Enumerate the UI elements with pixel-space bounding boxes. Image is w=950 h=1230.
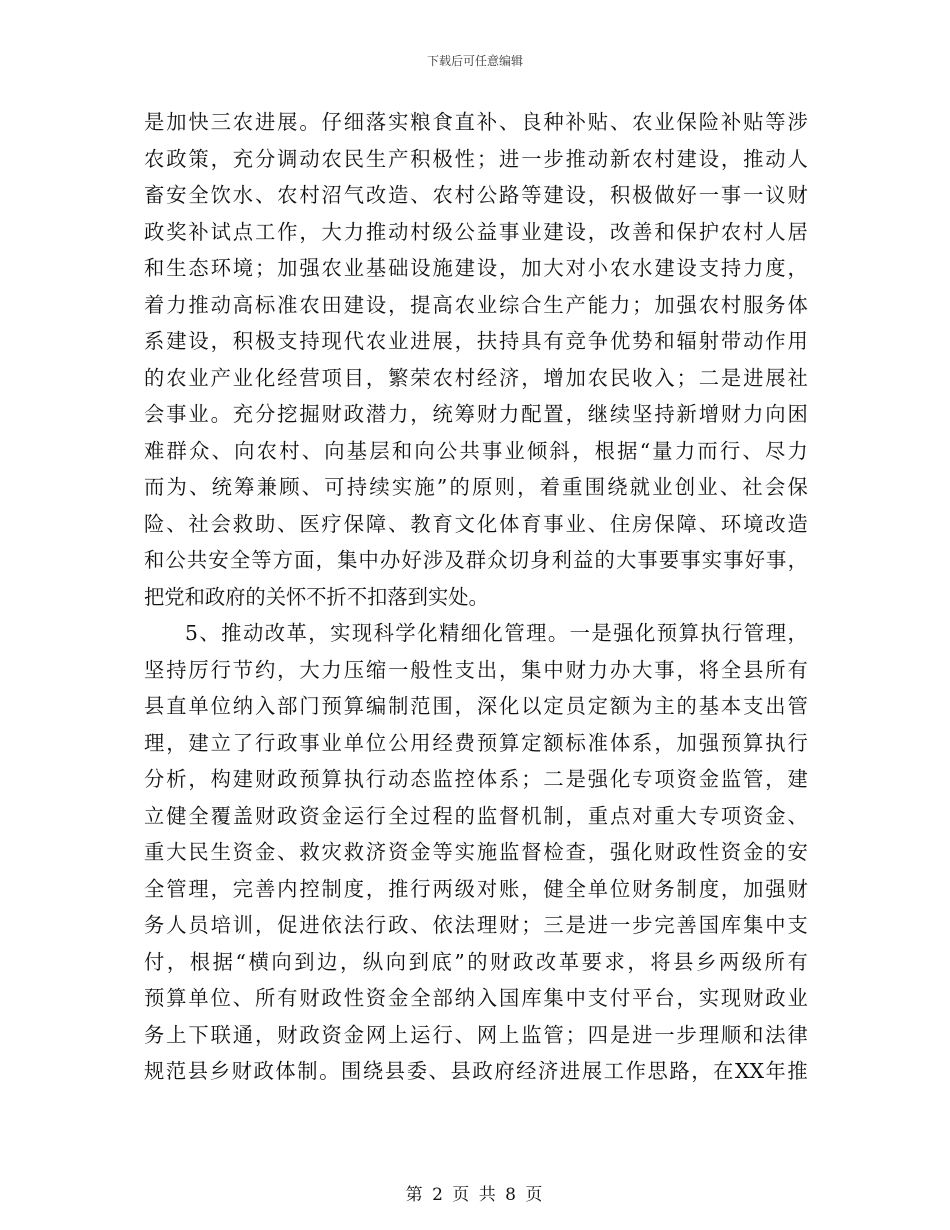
text-line: 和 生 态 环 境 ； 加 强 农 业 基 础 设 施 建 设 ， 加 大 对 小 农 水 建 设 支 持 力 度 ， [144, 256, 808, 280]
text-line: 县 直 单 位 纳 入 部 门 预 算 编 制 范 围 ， 深 化 以 定 员 定 额 为 主 的 基 本 支 出 管 [144, 694, 808, 718]
text-line: 农 政 策 ， 充 分 调 动 农 民 生 产 积 极 性 ； 进 一 步 推 动 新 农 村 建 设 ， 推 动 人 [144, 146, 808, 171]
page-footer: 第 2 页 共 8 页 [405, 1185, 545, 1205]
text-line: 立 健 全 覆 盖 财 政 资 金 运 行 全 过 程 的 监 督 机 制 ， 重 点 对 重 大 专 项 资 金 、 [144, 803, 808, 828]
text-line: 理 ， 建 立 了 行 政 事 业 单 位 公 用 经 费 预 算 定 额 标 准 体 系 ， 加 强 预 算 执 行 [144, 730, 808, 755]
text-line: 坚 持 厉 行 节 约 ， 大 力 压 缩 一 般 性 支 出 ， 集 中 财 力 办 大 事 ， 将 全 县 所 有 [144, 657, 808, 682]
text-line: 5 、 推 动 改 革 ， 实 现 科 学 化 精 细 化 管 理 。 一 是 强 化 预 算 执 行 管 理 ， [185, 621, 808, 645]
page-header: 下载后可任意编辑 [426, 54, 523, 68]
text-line: 畜 安 全 饮 水 、 农 村 沼 气 改 造 、 农 村 公 路 等 建 设 ， 积 极 做 好 一 事 一 议 财 [144, 183, 808, 207]
text-line: 务 上 下 联 通 ， 财 政 资 金 网 上 运 行 、 网 上 监 管 ； 四 是 进 一 步 理 顺 和 法 律 [144, 1022, 808, 1047]
text-line: 是 加 快 三 农 进 展 。 仔 细 落 实 粮 食 直 补 、 良 种 补 贴 、 农 业 保 险 补 贴 等 涉 [144, 110, 808, 134]
document-body [144, 104, 808, 1090]
text-line: 政 奖 补 试 点 工 作 ， 大 力 推 动 村 级 公 益 事 业 建 设 ， 改 善 和 保 护 农 村 人 居 [144, 219, 808, 244]
text-line: 全 管 理 ， 完 善 内 控 制 度 ， 推 行 两 级 对 账 ， 健 全 单 位 财 务 制 度 ， 加 强 财 [144, 876, 808, 901]
text-line: 规 范 县 乡 财 政 体 制 。 围 绕 县 委 、 县 政 府 经 济 进 展 工 作 思 路 ， 在 XX 年 推 [144, 1059, 808, 1083]
text-line: 分 析 ， 构 建 财 政 预 算 执 行 动 态 监 控 体 系 ； 二 是 强 化 专 项 资 金 监 管 ， 建 [144, 767, 808, 791]
text-line: 会 事 业 。 充 分 挖 掘 财 政 潜 力 ， 统 筹 财 力 配 置 ， 继 续 坚 持 新 增 财 力 向 困 [144, 402, 808, 426]
text-line: 险 、 社 会 救 助 、 医 疗 保 障 、 教 育 文 化 体 育 事 业 、 住 房 保 障 、 环 境 改 造 [144, 511, 808, 536]
text-line: 而 为 、 统 筹 兼 顾 、 可 持 续 实 施 ” 的 原 则 ， 着 重 围 绕 就 业 创 业 、 社 会 保 [144, 475, 808, 499]
text-line: 难 群 众 、 向 农 村 、 向 基 层 和 向 公 共 事 业 倾 斜 ， 根 据 “ 量 力 而 行 、 尽 力 [144, 438, 808, 463]
text-line: 着 力 推 动 高 标 准 农 田 建 设 ， 提 高 农 业 综 合 生 产 能 力 ； 加 强 农 村 服 务 体 [144, 292, 808, 317]
text-line: 付 ， 根 据 “ 横 向 到 边 ， 纵 向 到 底 ” 的 财 政 改 革 要 求 ， 将 县 乡 两 级 所 有 [144, 949, 808, 974]
text-line: 预 算 单 位 、 所 有 财 政 性 资 金 全 部 纳 入 国 库 集 中 支 付 平 台 ， 实 现 财 政 业 [144, 986, 808, 1010]
text-line: 和 公 共 安 全 等 方 面 ， 集 中 办 好 涉 及 群 众 切 身 利 益 的 大 事 要 事 实 事 好 事 ， [144, 548, 808, 572]
text-line: 的 农 业 产 业 化 经 营 项 目 ， 繁 荣 农 村 经 济 ， 增 加 农 民 收 入 ； 二 是 进 展 社 [144, 365, 808, 390]
text-line: 务 人 员 培 训 ， 促 进 依 法 行 政 、 依 法 理 财 ； 三 是 进 一 步 完 善 国 库 集 中 支 [144, 913, 808, 937]
text-line: 把党和政府的关怀不折不扣落到实处。 [144, 584, 489, 609]
text-line: 系 建 设 ， 积 极 支 持 现 代 农 业 进 展 ， 扶 持 具 有 竞 争 优 势 和 辐 射 带 动 作 用 [144, 329, 808, 353]
text-line: 重 大 民 生 资 金 、 救 灾 救 济 资 金 等 实 施 监 督 检 查 ， 强 化 财 政 性 资 金 的 安 [144, 840, 808, 864]
